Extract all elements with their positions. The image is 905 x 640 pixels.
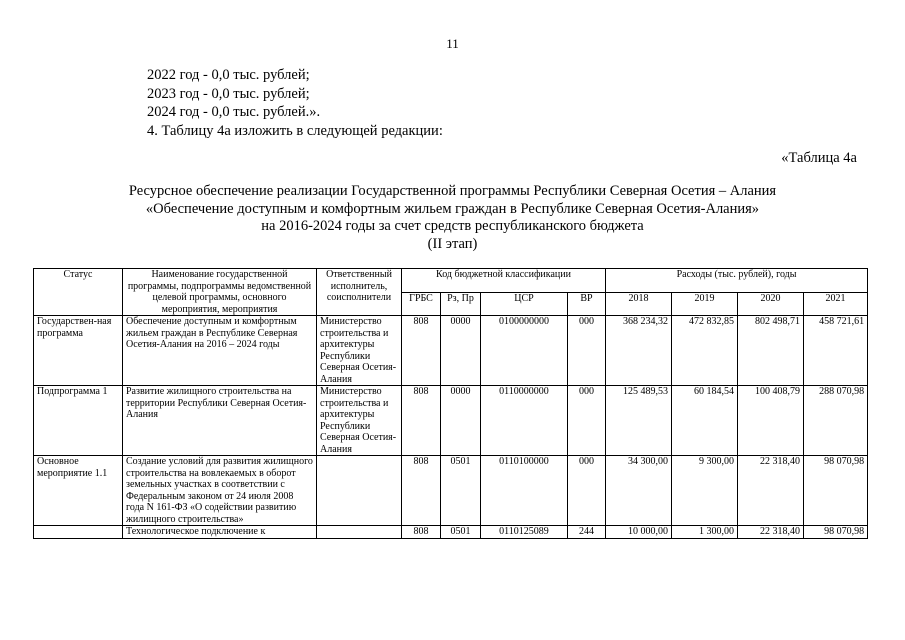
cell-vr: 000 <box>568 386 606 456</box>
cell-value-2018: 368 234,32 <box>606 316 672 386</box>
document-title <box>0 183 905 253</box>
resource-table <box>33 268 868 539</box>
cell-executor: Министерство строительства и архитектуры Республики Северная Осетия-Алания <box>317 386 402 456</box>
cell-executor <box>317 526 402 539</box>
header-year: 2020 <box>738 292 804 316</box>
title-line: «Обеспечение доступным и комфортным жильем граждан в Республике Северная Осетия-Алания» <box>145 200 760 217</box>
cell-value-2021: 458 721,61 <box>804 316 868 386</box>
table-row <box>34 456 868 526</box>
cell-value-2018: 125 489,53 <box>606 386 672 456</box>
cell-value-2019: 9 300,00 <box>672 456 738 526</box>
header-vr: ВР <box>568 292 606 316</box>
cell-value-2019: 472 832,85 <box>672 316 738 386</box>
intro-text <box>147 66 443 140</box>
header-name: Наименование государственной программы, подпрограммы ведомственной целевой программы, основного мероприятия, мероприятия <box>123 269 317 316</box>
table-row <box>34 526 868 539</box>
header-year: 2019 <box>672 292 738 316</box>
cell-value-2019: 60 184,54 <box>672 386 738 456</box>
header-budget-code: Код бюджетной классификации <box>402 269 606 293</box>
cell-status <box>34 526 123 539</box>
cell-value-2018: 34 300,00 <box>606 456 672 526</box>
intro-line: 2022 год - 0,0 тыс. рублей; <box>147 67 310 83</box>
cell-grbs: 808 <box>402 456 441 526</box>
cell-grbs: 808 <box>402 386 441 456</box>
page-number: 11 <box>446 36 459 51</box>
cell-status: Государствен-ная программа <box>34 316 123 386</box>
cell-value-2020: 22 318,40 <box>738 526 804 539</box>
table-row <box>34 316 868 386</box>
cell-value-2020: 100 408,79 <box>738 386 804 456</box>
cell-vr: 000 <box>568 316 606 386</box>
cell-grbs: 808 <box>402 526 441 539</box>
header-status: Статус <box>34 269 123 316</box>
cell-csr: 0110000000 <box>481 386 568 456</box>
cell-status: Основное мероприятие 1.1 <box>34 456 123 526</box>
intro-line: 2024 год - 0,0 тыс. рублей.». <box>147 104 321 120</box>
intro-line: 4. Таблицу 4а изложить в следующей редакции: <box>147 122 443 139</box>
title-line: Ресурсное обеспечение реализации Государственной программы Республики Северная Осетия – Алания <box>128 183 777 199</box>
cell-name: Обеспечение доступным и комфортным жильем граждан в Республике Северная Осетия-Алания на 2016 – 2024 годы <box>123 316 317 386</box>
header-csr: ЦСР <box>481 292 568 316</box>
cell-value-2020: 802 498,71 <box>738 316 804 386</box>
cell-rzpr: 0501 <box>441 526 481 539</box>
cell-value-2019: 1 300,00 <box>672 526 738 539</box>
header-row <box>34 269 868 293</box>
cell-name: Технологическое подключение к <box>123 526 317 539</box>
cell-status: Подпрограмма 1 <box>34 386 123 456</box>
cell-csr: 0100000000 <box>481 316 568 386</box>
cell-executor <box>317 456 402 526</box>
cell-csr: 0110125089 <box>481 526 568 539</box>
cell-grbs: 808 <box>402 316 441 386</box>
table-label: «Таблица 4а <box>781 150 857 166</box>
intro-line: 2023 год - 0,0 тыс. рублей; <box>147 85 310 102</box>
cell-value-2020: 22 318,40 <box>738 456 804 526</box>
cell-value-2021: 98 070,98 <box>804 456 868 526</box>
cell-value-2021: 288 070,98 <box>804 386 868 456</box>
header-year: 2018 <box>606 292 672 316</box>
cell-rzpr: 0000 <box>441 316 481 386</box>
header-year: 2021 <box>804 292 868 316</box>
table-row <box>34 386 868 456</box>
cell-value-2021: 98 070,98 <box>804 526 868 539</box>
header-executor: Ответственный исполнитель, соисполнители <box>317 269 402 316</box>
header-rzpr: Рз, Пр <box>441 292 481 316</box>
cell-vr: 244 <box>568 526 606 539</box>
cell-name: Развитие жилищного строительства на территории Республики Северная Осетия-Алания <box>123 386 317 456</box>
cell-csr: 0110100000 <box>481 456 568 526</box>
header-expenses: Расходы (тыс. рублей), годы <box>606 269 868 293</box>
cell-rzpr: 0000 <box>441 386 481 456</box>
cell-vr: 000 <box>568 456 606 526</box>
cell-executor: Министерство строительства и архитектуры Республики Северная Осетия-Алания <box>317 316 402 386</box>
cell-name: Создание условий для развития жилищного строительства на вовлекаемых в оборот земельных участках в соответствии с Федеральным законом от 24 июля 2008 года N 161-ФЗ «О содействии развитию жилищного строительства» <box>123 456 317 526</box>
header-grbs: ГРБС <box>402 292 441 316</box>
title-line: на 2016-2024 годы за счет средств республиканского бюджета <box>261 218 644 234</box>
title-line: (II этап) <box>427 235 478 252</box>
cell-value-2018: 10 000,00 <box>606 526 672 539</box>
cell-rzpr: 0501 <box>441 456 481 526</box>
